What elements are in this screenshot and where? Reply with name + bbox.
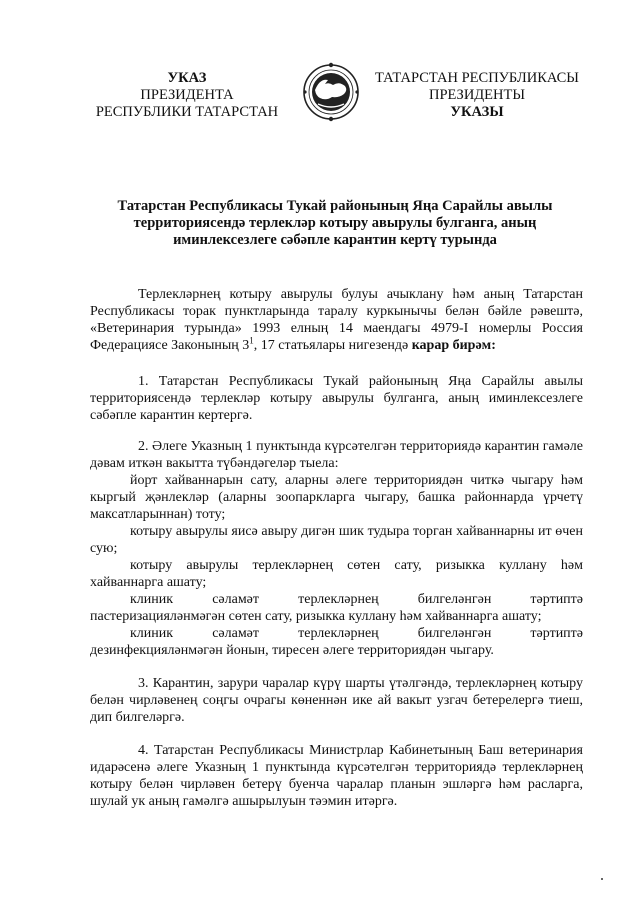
header-right-line-1: ТАТАРСТАН РЕСПУБЛИКАСЫ: [375, 70, 579, 86]
intro-paragraph: [90, 286, 583, 354]
header-left-line-1: УКАЗ: [167, 70, 207, 86]
paragraph-4: [90, 742, 583, 810]
list-item-5-first-line: клиник сәламәт терлекләрнең билгеләнгән тәртиптә: [130, 626, 584, 641]
header-right: [368, 70, 586, 121]
header-left-line-2: ПРЕЗИДЕНТА: [140, 87, 234, 103]
scan-dot: [601, 878, 603, 880]
list-item-4-rest: пастеризацияләнмәгән сөтен сату, ризыкка куллану һәм хайваннарга ашату;: [90, 609, 542, 624]
paragraph-3: [90, 675, 583, 726]
intro-superscript: 1: [249, 335, 254, 346]
paragraph-3-text: 3. Карантин, зарури чаралар күрү шарты үтәлгәндә, терлекләрнең котыру белән чирләвенең соңгы очрагы көненнән ике ай вакыт узгач бетерелергә тиеш, дип билгеләргә.: [90, 676, 583, 725]
list-item-4-first-line: клиник сәламәт терлекләрнең билгеләнгән тәртиптә: [130, 592, 584, 607]
list-item: котыру авырулы терлекләрнең сөтен сату, ризыкка куллану һәм хайваннарга ашату;: [90, 558, 583, 590]
intro-tail: , 17 статьялары нигезендә: [253, 338, 412, 353]
header-left-line-3: РЕСПУБЛИКИ ТАТАРСТАН: [95, 104, 279, 120]
header-left: [82, 70, 292, 121]
title-line-1: Татарстан Республикасы Тукай районының Яңа Сарайлы авылы: [117, 198, 553, 214]
paragraph-1: [90, 373, 583, 424]
list-item: йорт хайваннарын сату, аларны әлеге территориядән читкә чыгару һәм кыргый җәнлекләр (аларны зоопаркларга чыгару, башка районнарда үрчетү максатларыннан) тоту;: [90, 473, 583, 522]
header-right-line-3: УКАЗЫ: [450, 104, 504, 120]
title-line-2: территориясендә терлекләр котыру авырулы булганга, аның: [133, 215, 537, 231]
title-line-3: иминлексезлеге сәбәпле карантин кертү турында: [173, 232, 497, 248]
header-right-line-2: ПРЕЗИДЕНТЫ: [428, 87, 526, 103]
paragraph-2: [90, 438, 583, 659]
paragraph-2-lead: 2. Әлеге Указның 1 пунктында күрсәтелгән территориядә карантин гамәле дәвам иткән вакытта түбәндәгеләр тыела:: [90, 439, 583, 471]
intro-bold: карар бирәм:: [411, 338, 496, 353]
decree-title: [95, 198, 575, 249]
paragraph-4-text: 4. Татарстан Республикасы Министрлар Кабинетының Баш ветеринария идарәсенә әлеге Указның 1 пунктында күрсәтелгән территориядә терлекләрнең котыру белән чирләвен бетерү буенча чаралар планын эшләргә һәм расларга, шулай ук аның гамәлгә ашырылуын тәэмин итәргә.: [90, 743, 583, 809]
list-item: котыру авырулы яисә авыру дигән шик тудыра торган хайваннарны ит өчен сую;: [90, 524, 583, 556]
list-item-5-rest: дезинфекцияләнмәгән йонын, тиресен әлеге территориядән чыгару.: [90, 643, 494, 658]
paragraph-1-text: 1. Татарстан Республикасы Тукай районының Яңа Сарайлы авылы территориясендә терлекләр котыру авырулы булганга, аның иминлексезлеге сәбәпле карантин кертергә.: [90, 374, 583, 423]
intro-text: Терлекләрнең котыру авырулы булуы ачыклану һәм аның Татарстан Республикасы торак пунктларында таралу куркынычы белән бәйле рәвештә, «Ветеринария турында» 1993 елның 14 маендагы 4979-I номерлы Россия Федерациясе Законының 3: [90, 287, 583, 353]
tatarstan-coat-of-arms-icon: [302, 60, 360, 124]
